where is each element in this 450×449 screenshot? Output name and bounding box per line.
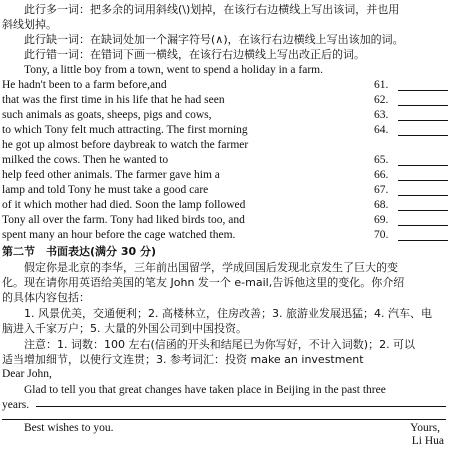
writing-prompt-cont: 化。现在请你用英语给美国的笔友 John 发一个 e-mail,告诉他这里的变化。你介绍 xyxy=(2,276,405,289)
answer-blank[interactable] xyxy=(398,210,448,211)
letter-closing: Best wishes to you. xyxy=(24,422,114,434)
answer-blank[interactable] xyxy=(398,240,448,241)
item-number: 63. xyxy=(374,109,389,121)
passage-line xyxy=(2,198,448,213)
letter-opening-cont: years. xyxy=(2,399,30,411)
writing-line[interactable] xyxy=(36,406,446,407)
answer-blank[interactable] xyxy=(398,225,448,226)
passage-line-text: milked the cows. Then he wanted to xyxy=(2,154,169,166)
instruction-extra-word-cont: 斜线划掉。 xyxy=(2,18,57,31)
passage-line-text: lamp and told Tony he must take a good care xyxy=(2,184,209,196)
passage-line-text: of it which mother had died. Soon the lamp followed xyxy=(2,199,246,211)
item-number: 64. xyxy=(374,124,389,136)
letter-signoff: Yours, xyxy=(410,422,440,434)
item-number: 70. xyxy=(374,229,389,241)
passage-line xyxy=(2,93,448,108)
passage-line-text: that was the first time in his life that he had seen xyxy=(2,94,225,106)
item-number: 69. xyxy=(374,214,389,226)
passage-line xyxy=(2,168,448,183)
item-number: 65. xyxy=(374,154,389,166)
passage-line-text: He hadn't been to a farm before,and xyxy=(2,79,167,91)
answer-blank[interactable] xyxy=(398,180,448,181)
content-points-cont: 脑进入千家万户；5. 大量的外国公司到中国投资。 xyxy=(2,322,247,335)
passage-line xyxy=(2,123,448,138)
item-number: 66. xyxy=(374,169,389,181)
passage-line xyxy=(2,108,448,123)
answer-blank[interactable] xyxy=(398,105,448,106)
answer-blank[interactable] xyxy=(398,195,448,196)
passage-line-text: spent many an hour before the cage watched them. xyxy=(2,229,236,241)
passage-line xyxy=(2,153,448,168)
writing-line[interactable] xyxy=(2,419,446,420)
letter-opening: Glad to tell you that great changes have taken place in Beijing in the past three xyxy=(24,384,386,396)
letter-salutation: Dear John, xyxy=(2,368,52,380)
letter-signature: Li Hua xyxy=(411,435,444,447)
answer-blank[interactable] xyxy=(398,90,448,91)
section-heading: 第二节 书面表达(满分 30 分) xyxy=(2,245,157,258)
passage-line-text: such animals as goats, sheeps, pigs and cows, xyxy=(2,109,212,121)
passage-intro: Tony, a little boy from a town, went to spend a holiday in a farm. xyxy=(24,64,323,76)
writing-notes: 注意：1. 词数：100 左右(信函的开头和结尾已为你写好，不计入词数)；2. 可以 xyxy=(24,338,416,351)
passage-line xyxy=(2,228,448,243)
item-number: 67. xyxy=(374,184,389,196)
answer-blank[interactable] xyxy=(398,165,448,166)
passage-line-text: Tony all over the farm. Tony had liked birds too, and xyxy=(2,214,245,226)
passage-line-text: to which Tony felt much attracting. The first morning xyxy=(2,124,248,136)
instruction-extra-word: 此行多一词：把多余的词用斜线(\)划掉，在该行右边横线上写出该词，并也用 xyxy=(24,3,400,16)
item-number: 62. xyxy=(374,94,389,106)
passage-line xyxy=(2,213,448,228)
instruction-missing-word: 此行缺一词：在缺词处加一个漏字符号(∧)，在该行右边横线上写出该加的词。 xyxy=(24,33,404,46)
passage-line-text: he got up almost before daybreak to watch the farmer xyxy=(2,139,249,151)
writing-prompt-cont: 的具体内容包括： xyxy=(2,291,90,304)
writing-notes-cont: 适当增加细节，以使行文连贯；3. 参考词汇：投资 make an investment xyxy=(2,353,364,366)
passage-line xyxy=(2,78,448,93)
answer-blank[interactable] xyxy=(398,120,448,121)
passage-line-text: help feed other animals. The farmer gave him a xyxy=(2,169,220,181)
answer-blank[interactable] xyxy=(398,135,448,136)
passage-line xyxy=(2,183,448,198)
content-points: 1. 风景优美，交通便利；2. 高楼林立，住房改善；3. 旅游业发展迅猛；4. 汽车、电 xyxy=(24,307,432,320)
writing-prompt: 假定你是北京的李华，三年前出国留学，学成回国后发现北京发生了巨大的变 xyxy=(24,261,398,274)
item-number: 61. xyxy=(374,79,389,91)
passage-line xyxy=(2,138,448,153)
instruction-wrong-word: 此行错一词：在错词下画一横线，在该行右边横线上写出改正后的词。 xyxy=(24,48,365,61)
item-number: 68. xyxy=(374,199,389,211)
